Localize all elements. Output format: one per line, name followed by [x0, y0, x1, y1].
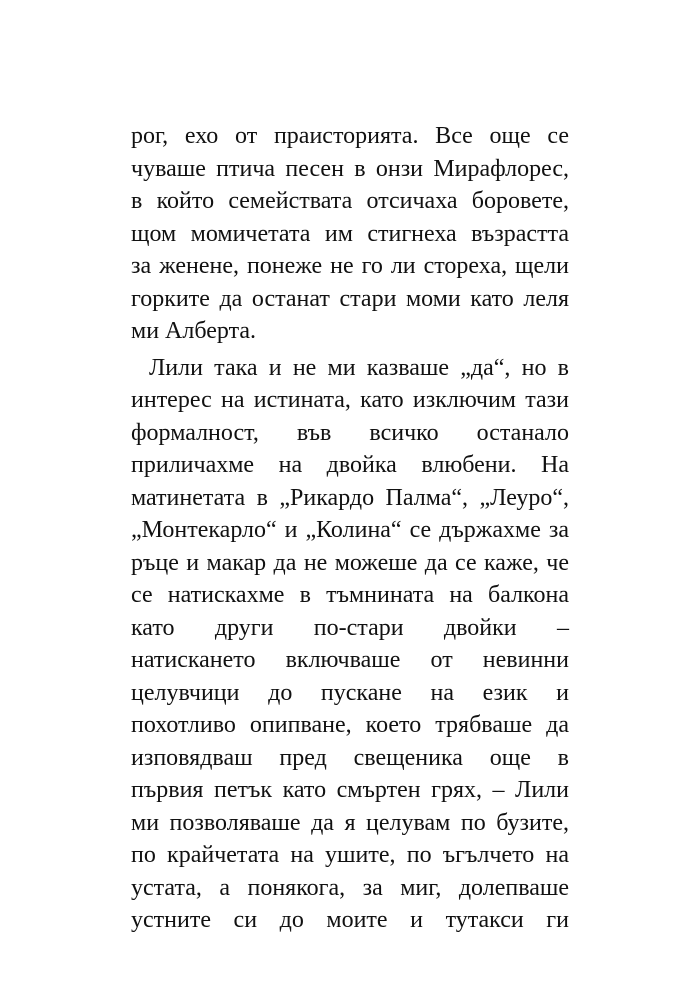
- text-line: интерес на истината, като изключим тази: [131, 387, 569, 413]
- text-line: се натискахме в тъмнината на балкона: [131, 582, 569, 608]
- text-line: изповядваш пред свещеника още в: [131, 744, 569, 771]
- text-line: „Монтекарло“ и „Колина“ се държахме за: [131, 517, 569, 543]
- text-line: за женене, понеже не го ли стореха, щели: [131, 253, 569, 279]
- text-line: ръце и макар да не можеше да се каже, че: [131, 549, 569, 576]
- text-line: приличахме на двойка влюбени. На: [131, 452, 569, 478]
- text-line: натискането включваше от невинни: [131, 647, 569, 673]
- text-line: целувчици до пускане на език и: [131, 679, 569, 706]
- text-line: устата, а понякога, за миг, долепваше: [131, 874, 569, 901]
- text-line: матинетата в „Рикардо Палма“, „Леуро“,: [131, 484, 569, 511]
- text-line: щом момичетата им стигнеха възрастта: [131, 220, 569, 247]
- text-line: устните си до моите и тутакси ги: [131, 907, 569, 933]
- text-line: Лили така и не ми казваше „да“, но в: [149, 354, 569, 381]
- page-text: [131, 120, 569, 937]
- text-line: похотливо опипване, което трябваше да: [131, 712, 569, 738]
- text-line: ми Алберта.: [131, 318, 257, 344]
- text-line: горките да останат стари моми като леля: [131, 285, 569, 312]
- text-line: като други по-стари двойки –: [131, 614, 569, 641]
- text-line: формалност, във всичко останало: [131, 419, 569, 446]
- text-line: ми позволяваше да я целувам по бузите,: [131, 809, 569, 836]
- text-line: рог, ехо от праисторията. Все още се: [131, 123, 569, 149]
- text-line: чуваше птича песен в онзи Мирафлорес,: [131, 155, 569, 182]
- text-line: първия петък като смъртен грях, – Лили: [131, 777, 569, 803]
- text-line: в който семействата отсичаха боровете,: [131, 188, 569, 214]
- text-line: по крайчетата на ушите, по ъгълчето на: [131, 842, 569, 868]
